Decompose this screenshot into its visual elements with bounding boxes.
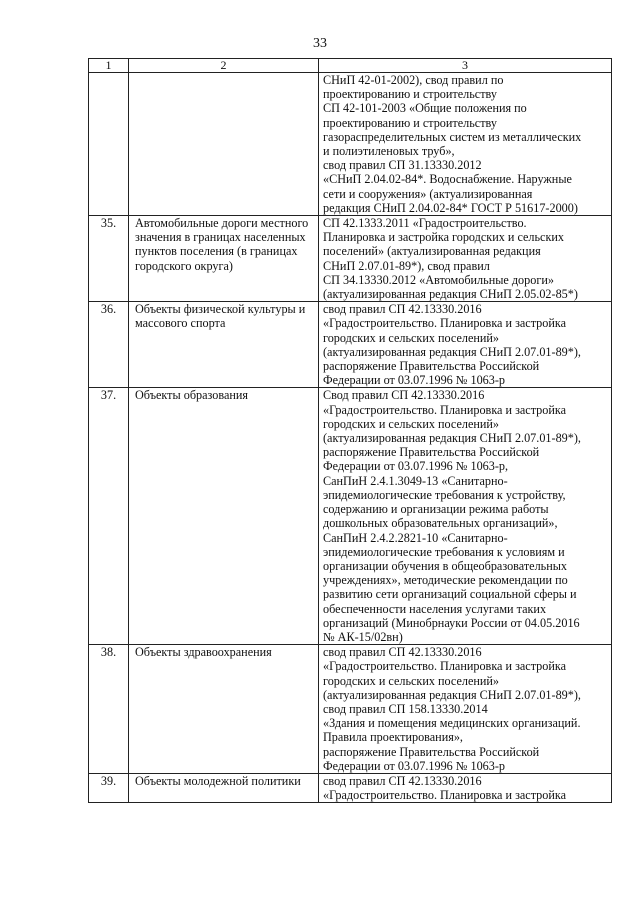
requirement-line: эпидемиологические требования к условиям и (323, 544, 565, 559)
requirement-line: свод правил СП 42.13330.2016 (323, 773, 482, 788)
requirement-line: «СНиП 2.04.02-84*. Водоснабжение. Наружные (323, 172, 572, 187)
requirement-line: СП 34.13330.2012 «Автомобильные дороги» (323, 272, 554, 287)
row-number-cell (89, 645, 129, 774)
requirement-line: и полиэтиленовых труб», (323, 144, 455, 159)
object-name-cell (129, 302, 319, 388)
requirement-line: «Градостроительство. Планировка и застройка (323, 402, 567, 417)
requirement-line: СП 42.1333.2011 «Градостроительство. (323, 216, 527, 231)
requirement-line: СНиП 2.07.01-89*), свод правил (323, 258, 490, 273)
requirement-line: дошкольных образовательных организаций», (323, 516, 558, 531)
row-number-cell (89, 216, 129, 302)
requirement-line: (актуализированная редакция СНиП 2.05.02-85*) (323, 287, 578, 302)
requirements-cell (319, 216, 612, 302)
requirement-line: СанПиН 2.4.1.3049-13 «Санитарно- (323, 473, 508, 488)
object-name-line: Объекты образования (135, 388, 249, 403)
requirement-line: содержанию и организации режима работы (323, 502, 549, 517)
table-row (89, 73, 612, 216)
requirement-line: Федерации от 03.07.1996 № 1063-р (323, 758, 506, 773)
requirements-cell (319, 73, 612, 216)
requirements-cell (319, 302, 612, 388)
row-number-cell (89, 388, 129, 645)
requirement-line: свод правил СП 42.13330.2016 (323, 645, 482, 660)
object-name-cell (129, 388, 319, 645)
object-name-cell (129, 773, 319, 802)
requirement-line: проектированию и строительству (323, 115, 497, 130)
requirement-line: СНиП 42-01-2002), свод правил по (323, 73, 504, 87)
row-number: 37. (100, 388, 117, 403)
column-header-2: 2 (129, 59, 319, 73)
requirement-line: газораспределительных систем из металлических (323, 129, 582, 144)
row-number: 38. (100, 645, 117, 660)
requirements-cell (319, 773, 612, 802)
requirement-line: «Здания и помещения медицинских организаций. (323, 716, 581, 731)
requirement-line: свод правил СП 42.13330.2016 (323, 302, 482, 317)
object-name-line: массового спорта (135, 316, 226, 331)
requirements-cell (319, 388, 612, 645)
row-number-cell (89, 773, 129, 802)
row-number: 39. (100, 773, 117, 788)
object-name-line: Объекты физической культуры и (135, 302, 306, 317)
requirement-line: Федерации от 03.07.1996 № 1063-р (323, 373, 506, 388)
column-header-1: 1 (89, 59, 129, 73)
requirement-line: городских и сельских поселений» (323, 330, 500, 345)
table-row (89, 388, 612, 645)
requirement-line: городских и сельских поселений» (323, 673, 500, 688)
requirement-line: (актуализированная редакция СНиП 2.07.01-89*), (323, 431, 581, 446)
object-name-line: Объекты здравоохранения (135, 645, 272, 660)
requirement-line: поселений» (актуализированная редакция (323, 244, 541, 259)
requirement-line: Федерации от 03.07.1996 № 1063-р, (323, 459, 509, 474)
requirement-line: «Градостроительство. Планировка и застройка (323, 316, 567, 331)
requirement-line: городских и сельских поселений» (323, 416, 500, 431)
requirement-line: обеспеченности населения услугами таких (323, 601, 547, 616)
requirement-line: распоряжение Правительства Российской (323, 445, 540, 460)
requirement-line: сети и сооружения» (актуализированная (323, 186, 533, 201)
requirement-line: «Градостроительство. Планировка и застройка (323, 659, 567, 674)
requirement-line: развитию сети организаций социальной сферы и (323, 587, 577, 602)
requirement-line: организаций (Минобрнауки России от 04.05.2016 (323, 615, 580, 630)
row-number-cell (89, 73, 129, 216)
requirement-line: № АК-15/02вн) (323, 629, 403, 644)
requirement-line: Правила проектирования», (323, 730, 463, 745)
requirement-line: организации обучения в общеобразовательных (323, 558, 568, 573)
requirement-line: свод правил СП 158.13330.2014 (323, 701, 488, 716)
row-number: 35. (100, 216, 117, 231)
requirement-line: (актуализированная редакция СНиП 2.07.01-89*), (323, 687, 581, 702)
requirement-line: эпидемиологические требования к устройству, (323, 487, 566, 502)
requirement-line: распоряжение Правительства Российской (323, 359, 540, 374)
object-name-line: значения в границах населенных (135, 230, 306, 245)
requirement-line: учреждениях», методические рекомендации по (323, 573, 568, 588)
requirement-line: свод правил СП 31.13330.2012 (323, 158, 482, 173)
requirement-line: Свод правил СП 42.13330.2016 (323, 388, 485, 403)
requirement-line: распоряжение Правительства Российской (323, 744, 540, 759)
column-header-3: 3 (319, 59, 612, 73)
table-row (89, 302, 612, 388)
row-number-cell (89, 302, 129, 388)
requirement-line: СП 42-101-2003 «Общие положения по (323, 101, 527, 116)
page-number: 33 (313, 36, 327, 51)
object-name-line: Объекты молодежной политики (135, 773, 301, 788)
requirements-cell (319, 645, 612, 774)
object-name-line: Автомобильные дороги местного (135, 216, 309, 231)
requirement-line: Планировка и застройка городских и сельских (323, 230, 564, 245)
table-row (89, 773, 612, 802)
object-name-cell (129, 645, 319, 774)
requirement-line: проектированию и строительству (323, 87, 497, 102)
table-row (89, 216, 612, 302)
requirement-line: СанПиН 2.4.2.2821-10 «Санитарно- (323, 530, 508, 545)
table-row (89, 645, 612, 774)
requirement-line: «Градостроительство. Планировка и застройка (323, 788, 567, 803)
requirements-table (88, 58, 612, 803)
object-name-cell (129, 73, 319, 216)
object-name-line: пунктов поселения (в границах (135, 244, 298, 259)
object-name-cell (129, 216, 319, 302)
table-header-row (89, 59, 612, 73)
object-name-line: городского округа) (135, 258, 233, 273)
requirement-line: редакция СНиП 2.04.02-84* ГОСТ Р 51617-2000) (323, 200, 578, 215)
requirement-line: (актуализированная редакция СНиП 2.07.01-89*), (323, 344, 581, 359)
row-number: 36. (100, 302, 117, 317)
